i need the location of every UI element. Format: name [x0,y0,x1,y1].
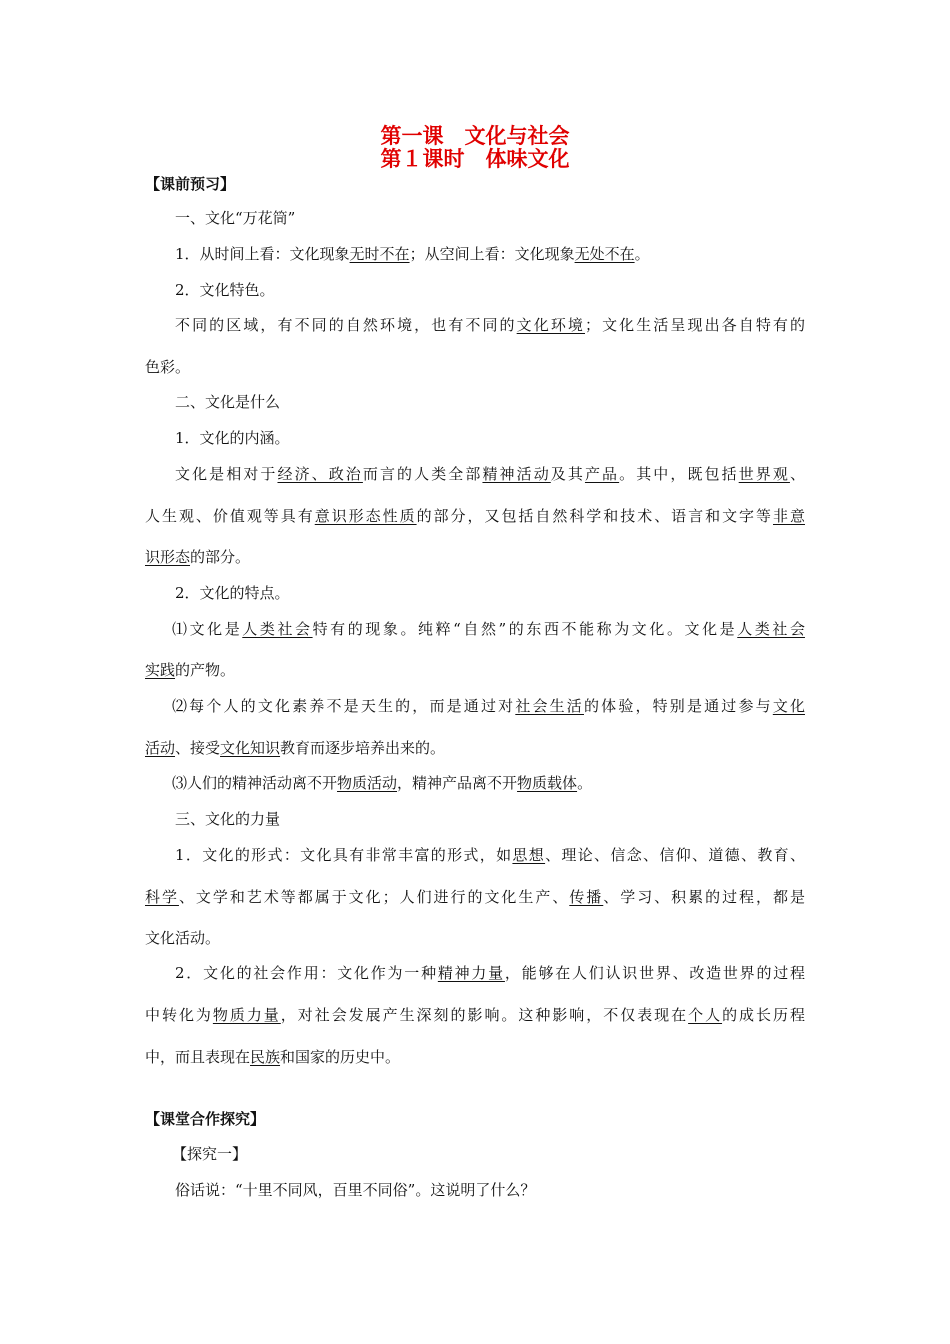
answer-blank: 识形态 [145,548,191,566]
answer-blank: 人类社会 [242,620,313,638]
paragraph-line: 2．文化的社会作用：文化作为一种精神力量，能够在人们认识世界、改造世界的过程 [175,964,805,982]
paragraph-line: 人生观、价值观等具有意识形态性质的部分，又包括自然科学和技术、语言和文字等非意 [145,507,805,525]
part2-item2-heading: 2．文化的特点。 [175,584,290,602]
explore-question: 俗话说：“十里不同风，百里不同俗”。这说明了什么？ [175,1181,536,1199]
paragraph-line: 中转化为物质力量，对社会发展产生深刻的影响。这种影响，不仅表现在个人的成长历程 [145,1006,805,1024]
paragraph-line: 科学、文学和艺术等都属于文化；人们进行的文化生产、传播、学习、积累的过程，都是 [145,888,805,906]
paragraph-line: 活动、接受文化知识教育而逐步培养出来的。 [145,739,446,757]
answer-blank: 民族 [250,1048,281,1066]
section-heading-explore: 【课堂合作探究】 [145,1110,266,1128]
lesson-title: 第一课 文化与社会 [380,124,570,148]
answer-blank: 文化 [772,697,805,715]
paragraph-line: 文化是相对于经济、政治而言的人类全部精神活动及其产品。其中，既包括世界观、 [175,465,805,483]
answer-blank: 活动 [145,739,176,757]
lesson-subtitle: 第１课时 体味文化 [380,147,570,171]
part1-item2-heading: 2．文化特色。 [175,281,275,299]
paragraph-line: ⑵每个人的文化素养不是天生的，而是通过对社会生活的体验，特别是通过参与文化 [172,697,805,715]
answer-blank: 思想 [512,846,546,864]
part2-item1-heading: 1．文化的内涵。 [175,429,290,447]
paragraph-line: 1．文化的形式：文化具有非常丰富的形式，如思想、理论、信念、信仰、道德、教育、 [175,846,805,864]
answer-blank: 产品 [584,465,620,483]
answer-blank: 文化知识 [220,739,281,757]
paragraph-line: 不同的区域，有不同的自然环境，也有不同的文化环境；文化生活呈现出各自特有的 [175,316,805,334]
answer-blank: 科学 [145,888,179,906]
explore-heading: 【探究一】 [172,1145,248,1163]
part1-item1: 1．从时间上看：文化现象无时不在；从空间上看：文化现象无处不在。 [175,245,650,263]
paragraph-line: 色彩。 [145,358,191,376]
answer-blank: 经济、政治 [277,465,363,483]
paragraph-line: ⑶人们的精神活动离不开物质活动，精神产品离不开物质载体。 [172,774,593,792]
answer-blank: 物质力量 [212,1006,281,1024]
answer-blank: 文化环境 [516,316,585,334]
paragraph-line: 实践的产物。 [145,661,236,679]
answer-blank: 世界观 [738,465,790,483]
answer-blank: 物质活动 [337,774,398,792]
part1-heading: 一、文化“万花筒” [175,209,296,227]
paragraph-line: 文化活动。 [145,929,221,947]
answer-blank: 无时不在 [349,245,410,263]
answer-blank: 意识形态性质 [314,507,417,525]
answer-blank: 社会生活 [515,697,584,715]
paragraph-line: 中，而且表现在民族和国家的历史中。 [145,1048,401,1066]
answer-blank: 非意 [773,507,805,525]
answer-blank: 精神力量 [437,964,505,982]
section-heading-preview: 【课前预习】 [145,175,236,193]
paragraph-line: 识形态的部分。 [145,548,251,566]
paragraph-line: ⑴文化是人类社会特有的现象。纯粹“自然”的东西不能称为文化。文化是人类社会 [172,620,805,638]
answer-blank: 精神活动 [482,465,551,483]
answer-blank: 实践 [145,661,176,679]
answer-blank: 个人 [688,1006,723,1024]
answer-blank: 人类社会 [737,620,805,638]
answer-blank: 无处不在 [574,245,635,263]
part3-heading: 三、文化的力量 [175,810,281,828]
answer-blank: 传播 [569,888,604,906]
part2-heading: 二、文化是什么 [175,393,281,411]
answer-blank: 物质载体 [517,774,578,792]
